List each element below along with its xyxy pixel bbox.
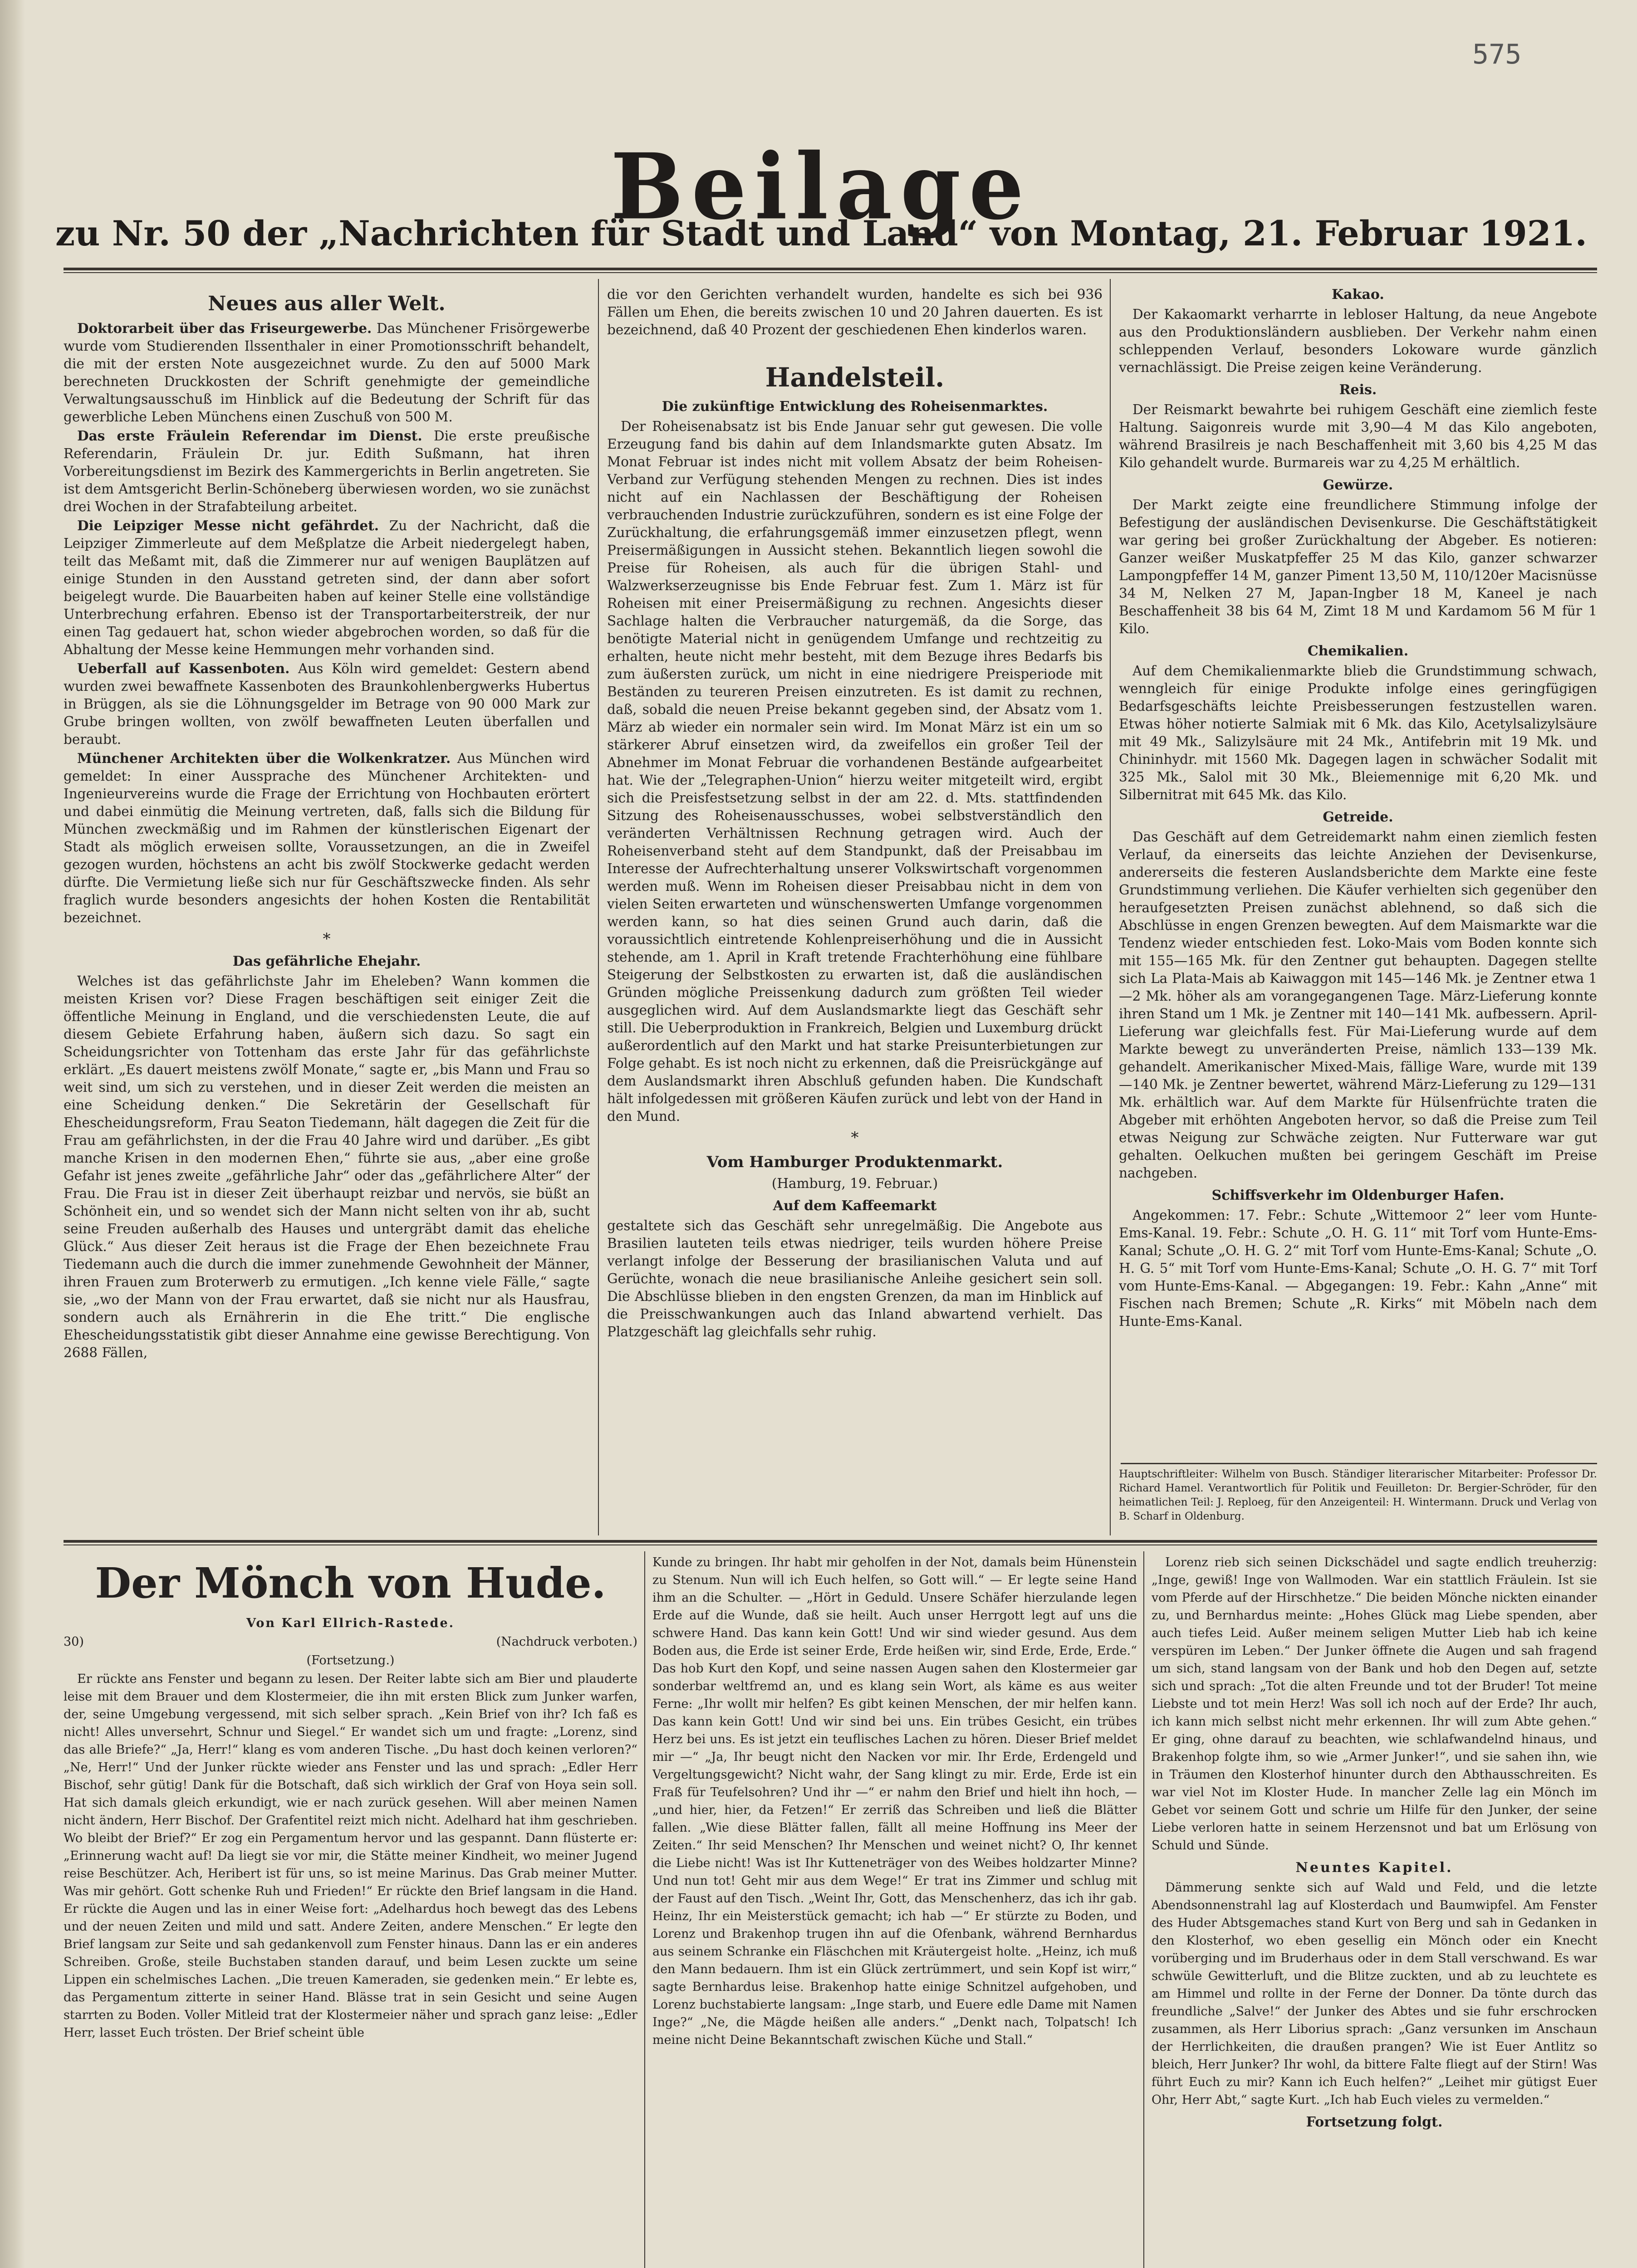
market-text: gestaltete sich das Geschäft sehr unregelmäßig. Die Angebote aus Brasilien lauteten teils etwas niedriger, teils wurden höhere Preise verlangt infolge der Besserung der brasilianischen Valuta und auf Gerüchte, wonach die neue brasilianische Anleihe gesichert sein soll. Die Abschlüsse blieben in den engsten Grenzen, da man im Hinblick auf die Preisschwankungen auch das Inland abwartend verhielt. Das Platzgeschäft lag gleichfalls sehr ruhig. xyxy=(607,1218,1103,1339)
feuilleton-author: Von Karl Ellrich-Rastede. xyxy=(246,1616,455,1630)
news-item-title: Münchener Architekten über die Wolkenkratzer. xyxy=(77,750,451,766)
story-text: Lorenz rieb sich seinen Dickschädel und sagte endlich treuherzig: „Inge, gewiß! Inge von Wallmoden. War ein stattlich Fräulein. Ist sie vom Pferde auf der Hirschhetze.“ Die beiden Mönche nickten einander zu, und Bernhardus meinte: „Hohes Glück mag Liebe spenden, aber auch tiefes Leid. Außer meinem seligen Mutter Lieb hab ich keine verspüren im Leben.“ Der Junker öffnete die Augen und sah fragend um sich, stand langsam von der Bank und hob den Degen auf, setzte sich und sprach: „Tot die alten Freunde und tot der Bruder! Tot meine Liebste und tot mein Herz! Was soll ich noch auf der Erde? Ihr auch, ich kann mich selbst nicht mehr erkennen. Ihr will zum Abte gehen.“ Er ging, ohne darauf zu beachten, wie schlafwandelnd hinaus, und Brakenhop folgte ihm, so wie „Armer Junker!“, und sie sahen ihn, wie in Träumen den Klosterhof hinunter durch den Abthausschreiten. Es war viel Not im Kloster Hude. In mancher Zelle lag ein Mönch im Gebet vor seinem Gott und schrie um Hilfe für den Junker, der seine Liebe verloren hatte in seinem Herzensnot und bat um Erlösung von Schuld und Sünde. xyxy=(1152,1555,1597,1853)
market-section-title: Gewürze. xyxy=(1323,477,1393,493)
story-text: Er rückte ans Fenster und begann zu lesen. Der Reiter labte sich am Bier und plauderte leise mit dem Brauer und dem Klostermeier, die ihn mit ersten Blick zum Junker warfen, der, seine Umgebung vergessend, mit sich selber sprach. „Kein Brief von ihr? Ich faß es nicht! Alles unversehrt, Schnur und Siegel.“ Er wandet sich um und fragte: „Lorenz, sind das alle Briefe?“ „Ja, Herr!“ klang es vom anderen Tische. „Du hast doch keinen verloren?“ „Ne, Herr!“ Und der Junker rückte wieder ans Fenster und las und sprach: „Edler Herr Bischof, sehr gütig! Dank für die Botschaft, daß sich wirklich der Graf von Hoya sein soll. Hat sich damals gleich erkundigt, wie er nach zurück gesehen. Will aber meinen Namen nicht ändern, Herr Bischof. Der Grafentitel reizt mich nicht. Adelhard hat ihm geschrieben. Wo bleibt der Brief?“ Er zog ein Pergamentum hervor und las gespannt. Dann flüsterte er: „Erinnerung wacht auf! Da liegt sie vor mir, die Stätte meiner Kindheit, wo meiner Jugend reise Beschützer. Ach, Heribert ist für uns, so ist meine Marinus. Das Grab meiner Mutter. Was mir gehört. Gott schenke Ruh und Frieden!“ Er rückte den Brief langsam in die Hand. Er rückte die Augen und las in einer Weise fort: „Adelhardus hoch bewegt das des Lebens und der neuen Zeiten und mild und satt. Andere Zeiten, andere Menschen.“ Er legte den Brief langsam zur Seite und sah gedankenvoll zum Fenster hinaus. Dann las er ein anderes Schreiben. Große, steile Buchstaben standen darauf, und beim Lesen zuckte um seine Lippen ein schelmisches Lachen. „Die treuen Kameraden, sie gedenken mein.“ Er lebte es, das Pergamentum zitterte in seiner Hand. Blässe trat in sein Gesicht und seine Augen starrten zu Boden. Voller Mitleid trat der Klostermeier näher und sprach ganz leise: „Edler Herr, lasset Euch trösten. Der Brief scheint üble xyxy=(64,1672,637,2040)
news-item-title: Ueberfall auf Kassenboten. xyxy=(77,660,290,676)
section-star: * xyxy=(851,1129,859,1147)
market-section-title: Getreide. xyxy=(1323,809,1393,825)
market-dateline: (Hamburg, 19. Februar.) xyxy=(771,1176,938,1191)
market-section-text: Der Reismarkt bewahrte bei ruhigem Geschäft eine ziemlich feste Haltung. Saigonreis wurde mit 3,90—4 M das Kilo angeboten, während Brasilreis je nach Beschaffenheit mit 3,60 bis 4,25 M das Kilo gehandelt wurde. Burmareis war zu 4,25 M erhältlich. xyxy=(1119,402,1597,470)
news-item xyxy=(64,660,590,748)
reprint-note: (Nachdruck verboten.) xyxy=(496,1635,637,1649)
column-trade xyxy=(607,286,1103,1535)
news-item xyxy=(64,517,590,659)
column-rule-1 xyxy=(598,279,599,1535)
news-item xyxy=(64,749,590,927)
market-section-text: Der Markt zeigte eine freundlichere Stimmung infolge der Befestigung der ausländischen Devisenkurse. Die Geschäftstätigkeit war gering bei großer Zurückhaltung der Abgeber. Es notieren: Ganzer weißer Muskatpfeffer 25 M das Kilo, ganzer schwarzer Lampongpfeffer 14 M, ganzer Piment 13,50 M, 110/120er Macisnüsse 34 M, Nelken 27 M, Japan-Ingber 18 M, Kaneel je nach Beschaffenheit 38 bis 64 M, Zimt 18 M und Kardamom 56 M für 1 Kilo. xyxy=(1119,497,1597,636)
news-item-text: Die erste preußische Referendarin, Fräulein Dr. jur. Edith Sußmann, hat ihren Vorbereitungsdienst im Bezirk des Kammergerichts in Berlin angetreten. Sie ist dem Amtsgericht Berlin-Schöneberg überwiesen worden, wo sie zunächst drei Wochen in der Strafabteilung arbeitet. xyxy=(64,428,590,514)
news-item-title: Doktorarbeit über das Friseurgewerbe. xyxy=(77,320,372,336)
news-item xyxy=(64,319,590,426)
trade-subheading: Die zukünftige Entwicklung des Roheisenmarktes. xyxy=(662,399,1048,415)
market-section-title: Reis. xyxy=(1339,382,1377,398)
imprint-text: Hauptschriftleiter: Wilhelm von Busch. Ständiger literarischer Mitarbeiter: Professor Dr. Richard Hamel. Verantwortlich für Politik und Feuilleton: Dr. Bergier-Schröder, für den heimatlichen Teil: J. Reploeg, für den Anzeigenteil: H. Wintermann. Druck und Verlag von B. Scharf in Oldenburg. xyxy=(1119,1468,1597,1522)
masthead-subtitle: zu Nr. 50 der „Nachrichten für Stadt und Land“ von Montag, 21. Februar 1921. xyxy=(55,213,1587,254)
column-rule-3 xyxy=(644,1551,645,2268)
feuilleton-title: Der Mönch von Hude. xyxy=(95,1559,606,1608)
news-item-title: Die Leipziger Messe nicht gefährdet. xyxy=(77,518,379,533)
column-news xyxy=(64,286,590,1535)
page-number: 575 xyxy=(1472,39,1522,70)
column-market xyxy=(1119,286,1597,1458)
market-section-title: Kakao. xyxy=(1332,287,1384,303)
news-heading: Neues aus aller Welt. xyxy=(208,292,446,315)
section-star: * xyxy=(323,930,331,948)
market-section-text: Auf dem Chemikalienmarkte blieb die Grundstimmung schwach, wenngleich für einige Produkte infolge eines geringfügigen Bedarfsgeschäfts leichte Preisbesserungen festzustellen waren. Etwas höher notierte Salmiak mit 6 Mk. das Kilo, Acetylsalizylsäure mit 49 Mk., Salizylsäure mit 24 Mk., Antifebrin mit 19 Mk. und Chininhydr. mit 1560 Mk. Dagegen lagen in schwächer Sodalit mit 325 Mk., Salol mit 30 Mk., Bleiemennige mit 6,20 Mk. und Silbernitrat mit 645 Mk. das Kilo. xyxy=(1119,663,1597,802)
news-continuation: die vor den Gerichten verhandelt wurden, handelte es sich bei 936 Fällen um Ehen, die bereits zwischen 10 und 20 Jahren dauerten. Es ist bezeichnend, daß 40 Prozent der geschiedenen Ehen kinderlos waren. xyxy=(607,287,1103,337)
news-item-text: Welches ist das gefährlichste Jahr im Eheleben? Wann kommen die meisten Krisen vor? Diese Fragen beschäftigen seit einiger Zeit die öffentliche Meinung in England, und die verschiedensten Leute, die auf diesem Gebiete Erfahrung haben, äußern sich dazu. So sagt ein Scheidungsrichter von Tottenham das erste Jahr für das gefährlichste erklärt. „Es dauert meistens zwölf Monate,“ sagte er, „bis Mann und Frau so weit sind, um sich zu verstehen, und in dieser Zeit werden die meisten an eine Scheidung denken.“ Die Sekretärin der Gesellschaft für Ehescheidungsreform, Frau Seaton Tiedemann, hält dagegen die Zeit für die Frau am gefährlichsten, in der die Frau 40 Jahre wird und darüber. „Es gibt manche Krisen in den modernen Ehen,“ führte sie aus, „aber eine große Gefahr ist jenes zweite „gefährliche Jahr“ oder das „gefährlichere Alter“ der Frau. Die Frau ist in dieser Zeit überhaupt reizbar und nervös, sie büßt an Schönheit ein, und so wendet sich der Mann nicht selten von ihr ab, sucht seine Freuden außerhalb des Hauses und untergräbt damit das eheliche Glück.“ Aus dieser Zeit heraus ist die Frage der Ehen bezeichnete Frau Tiedemann auch die durch die immer zunehmende Gewohnheit der Männer, ihren Frauen zum Broterwerb zu ermutigen. „Ich kenne viele Fälle,“ sagte sie, „wo der Mann von der Frau erwartet, daß sie nicht nur als Hausfrau, sondern auch als Ernährerin in die Ehe tritt.“ Die englische Ehescheidungsstatistik gibt dieser Annahme eine gewisse Berechtigung. Von 2688 Fällen, xyxy=(64,973,590,1360)
news-item-text: Aus München wird gemeldet: In einer Aussprache des Münchener Architekten- und Ingenieurvereins wurde die Frage der Errichtung von Hochbauten erörtert und dabei einmütig die Meinung vertreten, daß, falls sich die Bildung für München zweckmäßig und im Rahmen der künstlerischen Eigenart der Stadt als möglich erweisen sollte, Voraussetzungen, an die in Zweifel gezogen wurden, höchstens an acht bis zwölf Stockwerke gedacht werden dürfte. Die Vermietung ließe sich nur für Geschäftszwecke finden. Als sehr fraglich wurde besonders angesichts der hohen Kosten die Rentabilität bezeichnet. xyxy=(64,751,590,925)
to-be-continued: Fortsetzung folgt. xyxy=(1306,2114,1443,2130)
continuation-note: (Fortsetzung.) xyxy=(306,1653,395,1667)
imprint-rule xyxy=(1121,1463,1597,1464)
news-item-text: Aus Köln wird gemeldet: Gestern abend wurden zwei bewaffnete Kassenboten des Braunkohlenbergwerks Hubertus in Brüggen, als sie die Löhnungsgelder im Betrage von 90 000 Mark zur Grube bringen wollten, von zwölf bewaffneten Leuten überfallen und beraubt. xyxy=(64,661,590,747)
market-section-text: Das Geschäft auf dem Getreidemarkt nahm einen ziemlich festen Verlauf, da einerseits das leichte Anziehen der Devisenkurse, andererseits die festeren Auslandsberichte dem Markte eine feste Grundstimmung verliehen. Die Käufer verhielten sich gegenüber den heraufgesetzten Preisen zunächst ablehnend, so daß sich die Abschlüsse in engen Grenzen bewegten. Auf dem Maismarkte war die Tendenz wieder entschieden fest. Loko-Mais vom Boden konnte sich mit 155—165 Mk. für den Zentner gut behaupten. Dagegen stellte sich La Plata-Mais ab Kaiwaggon mit 145—146 Mk. je Zentner etwa 1—2 Mk. höher als am vorangegangenen Tage. März-Lieferung konnte ihren Stand um 1 Mk. je Zentner mit 140—141 Mk. aufbessern. April-Lieferung war gleichfalls fest. Für Mai-Lieferung wurde auf dem Markte bewegt zu unveränderten Preise, nämlich 133—139 Mk. gehandelt. Amerikanischer Mixed-Mais, fällige Ware, wurde mit 139—140 Mk. je Zentner bewertet, während März-Lieferung zu 129—131 Mk. erhältlich war. Auf dem Markte für Hülsenfrüchte traten die Abgeber mit erhöhten Angeboten hervor, so daß die Preise zum Teil etwas Neigung zur Schwäche zeigten. Nur Futterware war gut gehalten. Oelkuchen mußten bei geringem Geschäft im Preise nachgeben. xyxy=(1119,829,1597,1181)
column-rule-4 xyxy=(1143,1551,1144,2268)
news-item-title: Das erste Fräulein Referendar im Dienst. xyxy=(77,428,422,444)
news-item-title: Das gefährliche Ehejahr. xyxy=(232,953,421,969)
masthead-title: Beilage xyxy=(610,133,1032,240)
section-divider-rule xyxy=(64,1540,1597,1543)
shipping-title: Schiffsverkehr im Oldenburger Hafen. xyxy=(1211,1188,1505,1203)
market-section-text: Der Kakaomarkt verharrte in lebloser Haltung, da neue Angebote aus den Produktionsländern ausblieben. Der Verkehr nahm einen schleppenden Verlauf, besonders Lokoware wurde gänzlich vernachlässigt. Die Preise zeigen keine Veränderung. xyxy=(1119,307,1597,375)
market-section-title: Chemikalien. xyxy=(1307,643,1409,659)
news-item xyxy=(64,427,590,516)
story-text: Dämmerung senkte sich auf Wald und Feld, und die letzte Abendsonnenstrahl lag auf Klosterdach und Baumwipfel. Am Fenster des Huder Abtsgemaches stand Kurt von Berg und sah in Gedanken in den Klosterhof, wo eben gesellig ein Mönch oder ein Knecht vorüberging und im Bruderhaus oder in dem Stall verschwand. Es war schwüle Gewitterluft, und die Blitze zuckten, und ab zu leuchtete es am Himmel und rollte in der Ferne der Donner. Da tönte durch das freundliche „Salve!“ der Junker des Abtes und sie fuhr erschrocken zusammen, als Herr Liborius sprach: „Ganz versunken im Anschaun der Herrlichkeiten, die draußen prangen? Wie ist Euer Antlitz so bleich, Herr Junker? Ihr wohl, da bittere Falte fliegt auf der Stirn! Was führt Euch zu mir? Kann ich Euch helfen?“ „Leihet mir gütigst Euer Ohr, Herr Abt,“ sagte Kurt. „Ich hab Euch vieles zu vermelden.“ xyxy=(1152,1881,1597,2107)
market-subheading: Auf dem Kaffeemarkt xyxy=(773,1198,937,1214)
chapter-heading: Neuntes Kapitel. xyxy=(1295,1860,1453,1876)
trade-heading: Handelsteil. xyxy=(765,362,945,393)
column-rule-2 xyxy=(1110,279,1111,1535)
masthead-rule-top xyxy=(64,268,1597,270)
installment-number: 30) xyxy=(64,1635,84,1649)
market-heading: Vom Hamburger Produktenmarkt. xyxy=(706,1153,1003,1171)
news-item-text: Zu der Nachricht, daß die Leipziger Zimmerleute auf dem Meßplatze die Arbeit niedergelegt haben, teilt das Meßamt mit, daß die Zimmerer nur auf wenigen Bauplätzen auf einige Stunden in den Ausstand getreten sind, der dann aber sofort beigelegt wurde. Die Bauarbeiten haben auf keiner Stelle eine vollständige Unterbrechung erfahren. Ebenso ist der Transportarbeiterstreik, der nur einen Tag gedauert hat, schon wieder abgebrochen worden, so daß für die Abhaltung der Messe keine Hemmungen mehr vorhanden sind. xyxy=(64,518,590,657)
story-text: Kunde zu bringen. Ihr habt mir geholfen in der Not, damals beim Hünenstein zu Stenum. Nun will ich Euch helfen, so Gott will.“ — Er legte seine Hand ihm an die Schulter. — „Hört in Geduld. Unsere Schäfer hierzulande legen Erde auf die Wunde, daß sie heilt. Auch unser Herrgott legt auf uns die schwere Hand. Das kann kein Gott! Und wir sind wieder gesund. Aus dem Boden aus, die Erde ist seiner Erde, Erde heißen wir, sind Erde, Erde, Erde.“ Das hob Kurt den Kopf, und seine nassen Augen sahen den Klostermeier gar sonderbar weltfremd an, und es klang sein Wort, als käme es aus weiter Ferne: „Ihr wollt mir helfen? Es gibt keinen Menschen, der mir helfen kann. Das kann kein Gott! Und wir sind bei uns. Ein trübes Gesicht, ein trübes Herz bei uns. Es ist jetzt ein teuflisches Lachen zu hören. Dieser Brief meldet mir —“ „Ja, Ihr beugt nicht den Nacken vor mir. Ihr Erde, Erdengeld und Vergeltungsgewicht? Nicht wahr, der Sang klingt zu mir. Erde, Erde ist ein Fraß für Teufelsohren? Und ihr —“ er nahm den Brief und hielt ihn hoch, — „und hier, hier, da Fetzen!“ Er zerriß das Schreiben und ließ die Blätter fallen. „Wie diese Blätter fallen, fällt all meine Hoffnung ins Meer der Zeiten.“ Ihr seid Menschen? Ihr Menschen und weinet nicht? O, Ihr kennet die Liebe nicht! Was ist Ihr Kutteneträger von des Weibes holdzarter Minne? Und nun tot! Geht mir aus dem Wege!“ Er trat ins Zimmer und schlug mit der Faust auf den Tisch. „Weint Ihr, Gott, das Menschenherz, das ich ihr gab. Heinz, Ihr ein Meisterstück gemacht; ich hab —“ Er stürzte zu Boden, und Lorenz und Brakenhop trugen ihn auf die Ofenbank, während Bernhardus aus seinem Schranke ein Fläschchen mit Kräutergeist holte. „Heinz, ich muß den Mann bedauern. Ihm ist ein Glück zertrümmert, und sein Kopf ist wirr,“ sagte Bernhardus leise. Brakenhop hatte einige Schnitzel aufgehoben, und Lorenz buchstabierte langsam: „Inge starb, und Euere edle Dame mit Namen Inge?“ „Ne, die Mägde heißen alle anders.“ „Denkt nach, Tolpatsch! Ich meine nicht Deine Bekanntschaft zwischen Küche und Stall.“ xyxy=(652,1555,1137,2047)
masthead-rule-bottom xyxy=(64,272,1597,273)
feuilleton-column-1 xyxy=(64,1554,637,2268)
feuilleton-meta xyxy=(64,1633,637,1651)
trade-text: Der Roheisenabsatz ist bis Ende Januar sehr gut gewesen. Die volle Erzeugung fand bis dahin auf dem Inlandsmarkte guten Absatz. Im Monat Februar ist indes nicht mit vollem Absatz der beim Roheisen-Verband zur Verfügung stehenden Mengen zu rechnen. Dies ist indes nicht auf ein Nachlassen der Beschäftigung der Roheisen verbrauchenden Industrie zurückzuführen, sondern es ist eine Folge der Zurückhaltung, die erfahrungsgemäß immer einzusetzen pflegt, wenn Preisermäßigungen in Aussicht stehen. Bekanntlich liegen sowohl die Preise für Roheisen, als auch für die übrigen Stahl- und Walzwerkserzeugnisse bis Ende Februar fest. Zum 1. März ist für Roheisen mit einer Preisermäßigung zu rechnen. Angesichts dieser Sachlage halten die Verbraucher naturgemäß, da die Sorge, das benötigte Material nicht in genügendem Umfange und rechtzeitig zu erhalten, heute nicht mehr besteht, mit dem Bezuge ihres Bedarfs bis zum äußersten zurück, um nicht in eine niedrigere Preisperiode mit Beständen zu teureren Preisen einzutreten. Es ist damit zu rechnen, daß, sobald die neuen Preise bekannt gegeben sind, der Absatz vom 1. März ab wieder ein normaler sein wird. Im Monat März ist ein um so stärkerer Abruf einsetzen wird, da zweifellos ein großer Teil der Abnehmer im Monat Februar die vorhandenen Bestände aufgearbeitet hat. Wie der „Telegraphen-Union“ hierzu weiter mitgeteilt wird, ergibt sich die Preisfestsetzung selbst in der am 22. d. Mts. stattfindenden Sitzung des Roheisenausschusses, wobei selbstverständlich den veränderten Verhältnissen Rechnung getragen wird. Auch der Roheisenverband steht auf dem Standpunkt, daß der Preisabbau im Interesse der Aufrechterhaltung unserer Volkswirtschaft vorgenommen werden muß. Wenn im Roheisen dieser Preisabbau nicht in dem von vielen Seiten erwarteten und wünschenswerten Umfange vorgenommen werden kann, so hat dies seinen Grund auch darin, daß die voraussichtlich eintretende Kohlenpreiserhöhung und die in Aussicht stehende, am 1. April in Kraft tretende Frachterhöhung eine fühlbare Steigerung der Selbstkosten zu erwarten ist, daß die ausländischen Gründen mögliche Preissenkung dadurch zum größten Teil wieder ausgeglichen wird. Auf dem Auslandsmarkte liegt das Geschäft sehr still. Die Ueberproduktion in Frankreich, Belgien und Luxemburg drückt außerordentlich auf den Markt und hat starke Preisunterbietungen zur Folge gehabt. Es ist noch nicht zu erkennen, daß die Preisrückgänge auf dem Auslandsmarkt ihren Abschluß gefunden haben. Die Kundschaft hält infolgedessen mit größeren Käufen zurück und lebt von der Hand in den Mund. xyxy=(607,419,1103,1124)
page-binding-edge xyxy=(0,0,25,2268)
feuilleton-column-2 xyxy=(652,1554,1137,2268)
imprint xyxy=(1119,1467,1597,1535)
news-item-text: Das Münchener Frisörgewerbe wurde vom Studierenden Ilssenthaler in einer Promotionsschrift behandelt, die mit der ersten Note ausgezeichnet wurde. Zu den auf 5000 Mark berechneten Druckkosten der Schrift genehmigte der gemeindliche Verwaltungsausschuß im Hinblick auf die Bedeutung der Schrift für das gewerbliche Leben Münchens einen Zuschuß von 500 M. xyxy=(64,321,590,425)
shipping-text: Angekommen: 17. Febr.: Schute „Wittemoor 2“ leer vom Hunte-Ems-Kanal. 19. Febr.: Schute „O. H. G. 11“ mit Torf vom Hunte-Ems-Kanal; Schute „O. H. G. 2“ mit Torf vom Hunte-Ems-Kanal; Schute „O. H. G. 5“ mit Torf vom Hunte-Ems-Kanal; Schute „O. H. G. 7“ mit Torf vom Hunte-Ems-Kanal. — Abgegangen: 19. Febr.: Kahn „Anne“ mit Fischen nach Bremen; Schute „R. Kirks“ mit Möbeln nach dem Hunte-Ems-Kanal. xyxy=(1119,1207,1597,1329)
feuilleton-column-3 xyxy=(1152,1554,1597,2268)
